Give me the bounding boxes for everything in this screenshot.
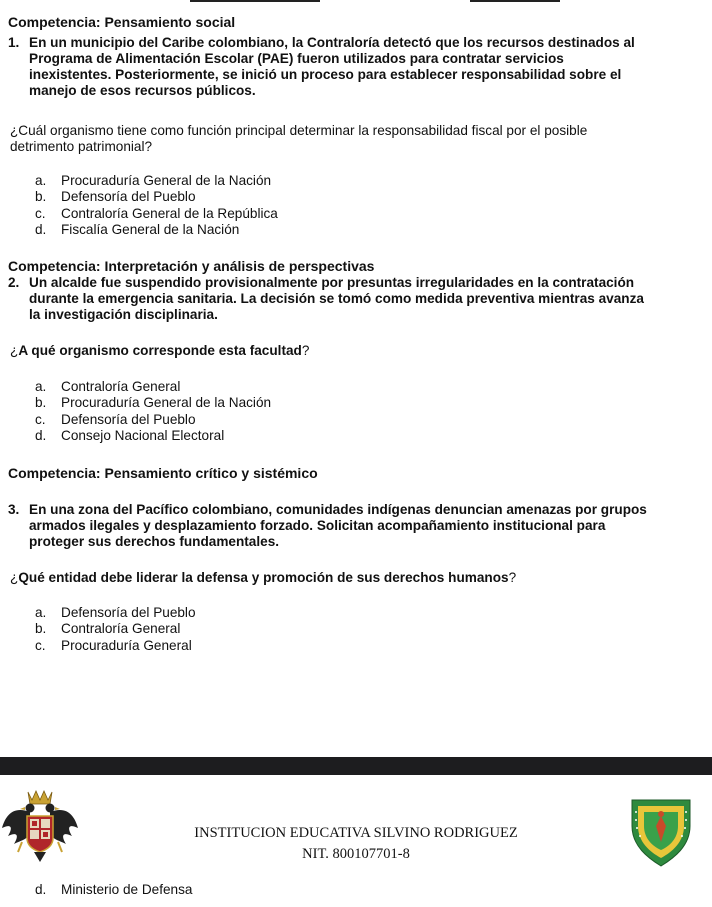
question-3-option-c bbox=[35, 638, 192, 654]
option-letter: a. bbox=[35, 605, 47, 620]
question-1-prompt-line: ¿Cuál organismo tiene como función principal determinar la responsabilidad fiscal por el posible bbox=[10, 123, 588, 138]
question-2-stem bbox=[8, 275, 698, 323]
option-text: Contraloría General bbox=[61, 379, 181, 394]
question-1-option-d bbox=[35, 222, 239, 238]
question-3-prompt-text: Qué entidad debe liderar la defensa y promoción de sus derechos humanos bbox=[18, 570, 509, 585]
question-1-prompt bbox=[10, 123, 690, 155]
option-text: Contraloría General bbox=[61, 621, 181, 636]
question-2-stem-line: la investigación disciplinaria. bbox=[29, 307, 218, 322]
question-3-option-b bbox=[35, 621, 180, 637]
question-3-prompt-open: ¿ bbox=[10, 570, 19, 585]
option-text: Procuraduría General de la Nación bbox=[61, 395, 272, 410]
question-1-number: 1. bbox=[8, 35, 20, 50]
institution-nit: NIT. 800107701-8 bbox=[302, 846, 410, 862]
competencia-heading-3: Competencia: Pensamiento crítico y sistémico bbox=[8, 465, 318, 481]
option-letter: d. bbox=[35, 222, 47, 237]
option-letter: a. bbox=[35, 379, 47, 394]
option-letter: b. bbox=[35, 189, 47, 204]
option-letter: c. bbox=[35, 206, 46, 221]
question-1-stem-line: En un municipio del Caribe colombiano, la Contraloría detectó que los recursos destinados al bbox=[29, 35, 635, 50]
option-text: Defensoría del Pueblo bbox=[61, 412, 196, 427]
option-letter: c. bbox=[35, 412, 46, 427]
option-letter: c. bbox=[35, 638, 46, 653]
question-1-option-c bbox=[35, 206, 278, 222]
competencia-heading-1: Competencia: Pensamiento social bbox=[8, 14, 236, 30]
question-2-option-d bbox=[35, 428, 224, 444]
question-2-prompt-open: ¿ bbox=[10, 343, 19, 358]
institution-name: INSTITUCION EDUCATIVA SILVINO RODRIGUEZ bbox=[194, 825, 518, 841]
question-2-stem-line: Un alcalde fue suspendido provisionalmente por presuntas irregularidades en la contratación bbox=[29, 275, 635, 290]
question-3-stem-line: En una zona del Pacífico colombiano, comunidades indígenas denuncian amenazas por grupos bbox=[29, 502, 647, 517]
option-text: Procuraduría General de la Nación bbox=[61, 173, 272, 188]
option-text: Fiscalía General de la Nación bbox=[61, 222, 240, 237]
question-3-stem bbox=[8, 502, 698, 550]
question-2-option-c bbox=[35, 412, 196, 428]
question-2-prompt bbox=[10, 343, 690, 359]
page-break-bar bbox=[0, 757, 712, 775]
question-1-option-b bbox=[35, 189, 196, 205]
question-1-option-a bbox=[35, 173, 271, 189]
question-3-stem-line: proteger sus derechos fundamentales. bbox=[29, 534, 280, 549]
question-2-option-b bbox=[35, 395, 271, 411]
question-1-prompt-line: detrimento patrimonial? bbox=[10, 139, 153, 154]
competencia-heading-2: Competencia: Interpretación y análisis de perspectivas bbox=[8, 258, 375, 274]
question-1-stem-line: inexistentes. Posteriormente, se inició un proceso para establecer responsabilidad sobre el bbox=[29, 67, 622, 82]
question-2-stem-line: durante la emergencia sanitaria. La decisión se tomó como medida preventiva mientras avanza bbox=[29, 291, 644, 306]
option-letter: b. bbox=[35, 621, 47, 636]
question-3-option-a bbox=[35, 605, 196, 621]
question-3-prompt-close: ? bbox=[508, 570, 517, 585]
option-letter: d. bbox=[35, 428, 47, 443]
option-letter: a. bbox=[35, 173, 47, 188]
question-1-stem-line: manejo de esos recursos públicos. bbox=[29, 83, 256, 98]
option-text: Defensoría del Pueblo bbox=[61, 189, 196, 204]
question-2-number: 2. bbox=[8, 275, 20, 290]
question-3-stem-line: armados ilegales y desplazamiento forzado. Solicitan acompañamiento institucional para bbox=[29, 518, 606, 533]
question-1-stem bbox=[8, 35, 698, 99]
option-text: Contraloría General de la República bbox=[61, 206, 278, 221]
option-letter: b. bbox=[35, 395, 47, 410]
question-3-number: 3. bbox=[8, 502, 20, 517]
option-text: Consejo Nacional Electoral bbox=[61, 428, 225, 443]
question-2-prompt-close: ? bbox=[301, 343, 310, 358]
question-2-option-a bbox=[35, 379, 180, 395]
question-3-prompt bbox=[10, 570, 690, 586]
option-text: Procuraduría General bbox=[61, 638, 192, 653]
school-shield-icon bbox=[628, 796, 694, 868]
option-text: Ministerio de Defensa bbox=[61, 882, 193, 897]
option-text: Defensoría del Pueblo bbox=[61, 605, 196, 620]
previous-page-remnant bbox=[0, 0, 712, 4]
question-1-stem-line: Programa de Alimentación Escolar (PAE) fueron utilizados para contratar servicios bbox=[29, 51, 564, 66]
question-2-prompt-text: A qué organismo corresponde esta facultad bbox=[18, 343, 302, 358]
next-page-option-d bbox=[35, 882, 192, 898]
option-letter: d. bbox=[35, 882, 47, 897]
